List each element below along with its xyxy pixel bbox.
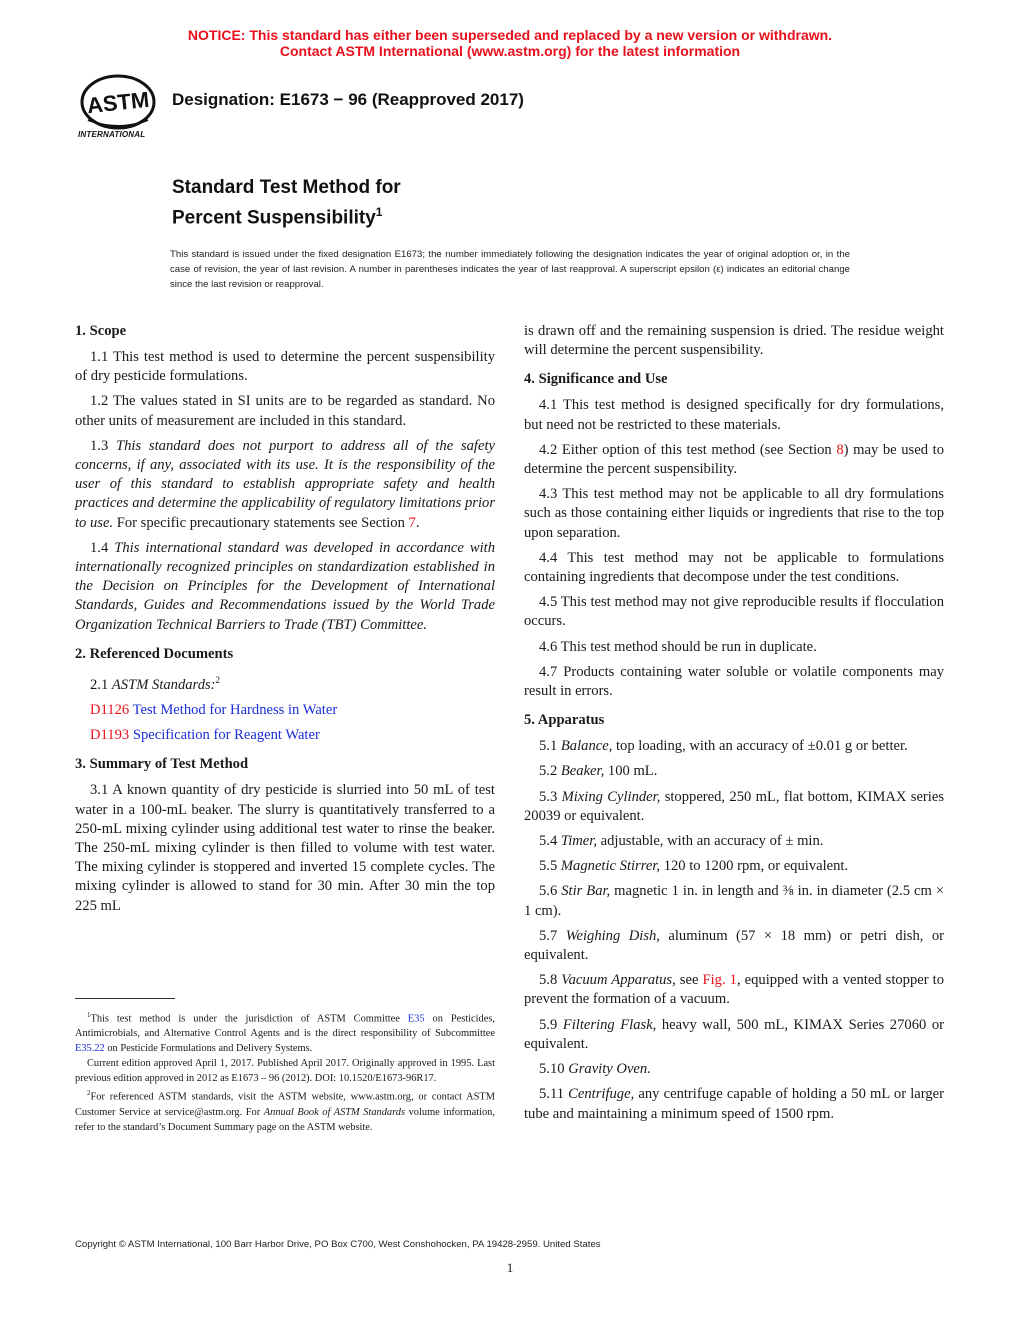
right-column xyxy=(524,322,944,1134)
ref-d1126[interactable]: D1126 Test Method for Hardness in Water xyxy=(90,701,338,718)
para-5-7: 5.7 Weighing Dish, aluminum (57 × 18 mm) or petri dish, or equivalent. xyxy=(524,927,945,964)
para-5-9: 5.9 Filtering Flask, heavy wall, 500 mL, KIMAX Series 27060 or equivalent. xyxy=(524,1016,944,1052)
link-section-8[interactable]: 8 xyxy=(836,441,844,458)
para-1-4: 1.4 This international standard was developed in accordance with internationally recognized principles on standardization established in the Decision on Principles for the Development of International Standards, Guides and Recommendations issued by the World Trade Organization Technical Barriers to Trade (TBT) Committee. xyxy=(75,539,496,633)
notice-line-1: NOTICE: This standard has either been superseded and replaced by a new version or withdrawn. xyxy=(187,27,833,43)
section-scope xyxy=(75,322,495,635)
preamble: This standard is issued under the fixed designation E1673; the number immediately following the designation indicates the year of original adoption or, in the case of revision, the year of last revision. A number in parentheses indicates the year of last reapproval. A superscript epsilon (ε) indicates an editorial change since the last revision or reapproval. xyxy=(170,249,850,290)
notice-line-2: Contact ASTM International (www.astm.org) for the latest information xyxy=(279,43,741,59)
footnotes xyxy=(75,998,495,1135)
para-5-5: 5.5 Magnetic Stirrer, 120 to 1200 rpm, or equivalent. xyxy=(539,858,849,875)
title-text: Percent Suspensibility xyxy=(172,207,376,229)
left-column xyxy=(75,322,495,926)
para-2-1: 2.1 ASTM Standards:$^2$ xyxy=(90,674,221,693)
heading-apparatus: 5. Apparatus xyxy=(524,712,605,729)
para-3-1: 3.1 A known quantity of dry pesticide is slurried into 50 mL of test water in a 100-mL beaker. The slurry is quantitatively transferred to a 250-mL mixing cylinder using additional test water to rinse the beaker. The 250-mL mixing cylinder is then filled to volume with test water. The mixing cylinder is stoppered and inverted 15 complete cycles. The mixing cylinder is allowed to stand for 30 min. After 30 min the top 225 mL xyxy=(75,782,495,914)
footnote-rule xyxy=(75,998,175,999)
page-number: 1 xyxy=(506,1260,514,1275)
link-e35[interactable]: E35 xyxy=(407,1013,425,1025)
section-referenced-documents xyxy=(75,645,495,745)
para-4-7: 4.7 Products containing water soluble or volatile components may result in errors. xyxy=(524,663,944,700)
para-4-3: 4.3 This test method may not be applicable to all dry formulations such as those containing either liquids or ingredients that rise to the top upon separation. xyxy=(524,486,944,541)
para-5-10: 5.10 Gravity Oven. xyxy=(539,1061,651,1078)
footnote-2: $^2$For referenced ASTM standards, visit the ASTM website, www.astm.org, or contact ASTM Customer Service at service@astm.org. For Annual Book of ASTM Standards volume information, refer to the standard’s Document Summary page on the ASTM website. xyxy=(75,1089,495,1133)
footnote-1-edition: Current edition approved April 1, 2017. Published April 2017. Originally approved in 1995. Last previous edition approved in 2012 as E1673 – 96 (2012). DOI: 10.1520/E1673-96R17. xyxy=(75,1058,495,1085)
heading-scope: 1. Scope xyxy=(75,323,127,339)
ref-d1193[interactable]: D1193 Specification for Reagent Water xyxy=(90,727,320,744)
title-line-2 xyxy=(172,200,382,230)
title-footnote-mark: 1 xyxy=(375,205,383,219)
footnote-1: $^1$This test method is under the jurisdiction of ASTM Committee E35 on Pesticides, Antimicrobials, and Alternative Control Agents and is the direct responsibility of Subcommittee E35.22 on Pesticide Formulations and Delivery Systems. xyxy=(75,1011,495,1055)
para-5-8: 5.8 Vacuum Apparatus, see Fig. 1, equipped with a vented stopper to prevent the formation of a vacuum. xyxy=(524,972,945,1008)
para-5-11: 5.11 Centrifuge, any centrifuge capable of holding a 50 mL or larger tube and maintaining a minimum speed of 1500 rpm. xyxy=(524,1086,944,1122)
para-1-3: 1.3 This standard does not purport to address all of the safety concerns, if any, associated with its use. It is the responsibility of the user of this standard to establish appropriate safety and health practices and determine the applicability of regulatory limitations prior to use. For specific precautionary statements see Section 7. xyxy=(75,437,495,531)
section-significance xyxy=(524,370,944,701)
para-4-6: 4.6 This test method should be run in duplicate. xyxy=(539,638,817,655)
heading-significance: 4. Significance and Use xyxy=(524,371,668,388)
para-5-6: 5.6 Stir Bar, magnetic 1 in. in length and ⅜ in. in diameter (2.5 cm × 1 cm). xyxy=(524,883,945,919)
link-e35-22[interactable]: E35.22 xyxy=(75,1043,105,1055)
para-4-2: 4.2 Either option of this test method (see Section 8) may be used to determine the percent suspensibility. xyxy=(524,441,944,478)
section-summary xyxy=(75,755,495,915)
para-4-5: 4.5 This test method may not give reproducible results if flocculation occurs. xyxy=(524,594,944,630)
section-apparatus xyxy=(524,711,944,1123)
para-5-4: 5.4 Timer, adjustable, with an accuracy of ± min. xyxy=(539,833,824,850)
para-1-1: 1.1 This test method is used to determine the percent suspensibility of dry pesticide formulations. xyxy=(75,349,495,385)
para-1-2: 1.2 The values stated in SI units are to be regarded as standard. No other units of measurement are included in this standard. xyxy=(75,393,495,429)
para-5-3: 5.3 Mixing Cylinder, stoppered, 250 mL, flat bottom, KIMAX series 20039 or equivalent. xyxy=(524,788,945,824)
link-fig-1[interactable]: Fig. 1 xyxy=(702,972,737,989)
copyright: Copyright © ASTM International, 100 Barr Harbor Drive, PO Box C700, West Conshohocken, PA 19428-2959. United States xyxy=(75,1239,601,1250)
logo-mark: ASTM xyxy=(85,86,151,119)
heading-summary: 3. Summary of Test Method xyxy=(75,756,249,773)
para-4-1: 4.1 This test method is designed specifically for dry formulations, but need not be restricted to these materials. xyxy=(524,397,944,433)
link-section-7[interactable]: 7 xyxy=(408,514,416,531)
para-5-1: 5.1 Balance, top loading, with an accuracy of ±0.01 g or better. xyxy=(539,738,908,755)
heading-referenced-documents: 2. Referenced Documents xyxy=(75,645,234,662)
para-5-2: 5.2 Beaker, 100 mL. xyxy=(539,763,658,780)
para-4-4: 4.4 This test method may not be applicable to formulations containing ingredients that decompose under the test conditions. xyxy=(524,549,944,586)
designation: Designation: E1673 − 96 (Reapproved 2017) xyxy=(172,90,524,109)
title-line-1: Standard Test Method for xyxy=(172,177,401,198)
logo-text: INTERNATIONAL xyxy=(78,130,146,139)
para-3-1-continued: is drawn off and the remaining suspension is dried. The residue weight will determine the percent suspensibility. xyxy=(524,323,944,359)
